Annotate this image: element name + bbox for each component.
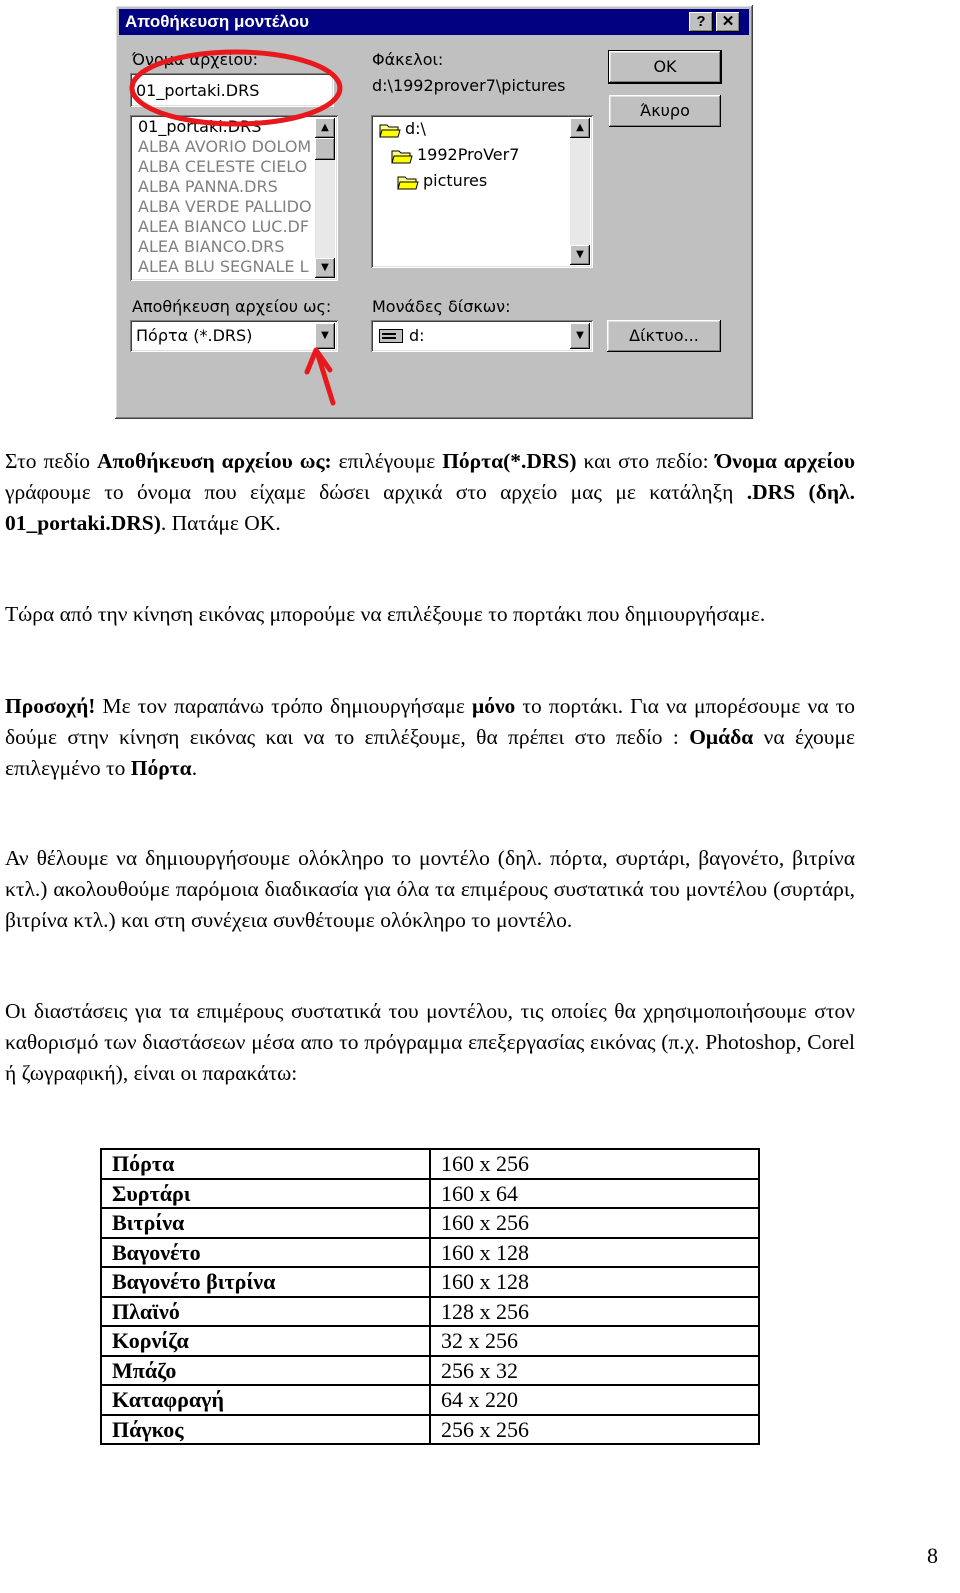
component-size: 256 x 32 xyxy=(430,1356,759,1386)
paragraph-5: Οι διαστάσεις για τα επιμέρους συστατικά του μοντέλου, τις οποίες θα χρησιμοποιήσουμε στον καθορισμό των διαστάσεων μέσα απο το πρόγραμμα επεξεργασίας εικόνας (π.χ. Photoshop, Corel ή ζωγραφική), είναι οι παρακάτω: xyxy=(5,999,855,1085)
page-number: 8 xyxy=(927,1543,938,1568)
bold-run: Πόρτα(*.DRS) xyxy=(442,449,577,473)
file-list-item[interactable]: ALEA BIANCO.DRS xyxy=(138,237,285,256)
component-name: Καταφραγή xyxy=(101,1385,430,1415)
file-list-item[interactable]: ALEA BIANCO LUC.DF xyxy=(138,217,310,236)
filename-value: 01_portaki.DRS xyxy=(136,81,260,100)
component-name: Βαγονέτο βιτρίνα xyxy=(101,1267,430,1297)
table-row xyxy=(101,1208,759,1238)
bold-run: Όνομα αρχείου xyxy=(715,449,855,473)
folders-label: Φάκελοι: xyxy=(372,50,444,69)
component-size: 128 x 256 xyxy=(430,1297,759,1327)
annotation-overlay xyxy=(0,0,960,420)
paragraph-3 xyxy=(5,691,855,784)
table-row xyxy=(101,1356,759,1386)
bold-run: Ομάδα xyxy=(689,725,754,749)
ok-button[interactable]: OK xyxy=(609,51,721,83)
folder-item-label: pictures xyxy=(423,171,488,190)
scroll-down-icon[interactable]: ▼ xyxy=(315,258,335,278)
component-name: Συρτάρι xyxy=(101,1179,430,1209)
component-size: 256 x 256 xyxy=(430,1415,759,1445)
scroll-down-icon[interactable]: ▼ xyxy=(570,245,590,265)
text-run: . Πατάμε ΟΚ. xyxy=(160,511,281,535)
component-name: Πόρτα xyxy=(101,1149,430,1179)
paragraph-2: Τώρα από την κίνηση εικόνας μπορούμε να επιλέξουμε το πορτάκι που δημιουργήσαμε. xyxy=(5,602,766,626)
drives-label: Μονάδες δίσκων: xyxy=(372,297,511,316)
close-button[interactable]: ✕ xyxy=(716,12,740,32)
bold-run: Αποθήκευση αρχείου ως: xyxy=(96,449,332,473)
dialog-title: Αποθήκευση μοντέλου xyxy=(125,12,309,31)
text-run: επιλέγουμε xyxy=(331,449,443,473)
text-run: και στο πεδίο: xyxy=(576,449,716,473)
component-name: Πάγκος xyxy=(101,1415,430,1445)
scroll-up-icon[interactable]: ▲ xyxy=(315,118,335,138)
network-button[interactable]: Δίκτυο... xyxy=(607,320,721,352)
scroll-up-icon[interactable]: ▲ xyxy=(570,118,590,138)
component-size: 160 x 128 xyxy=(430,1267,759,1297)
bold-run: Προσοχή! xyxy=(5,694,96,718)
folder-item-label: 1992ProVer7 xyxy=(417,145,520,164)
file-list-item[interactable]: ALBA PANNA.DRS xyxy=(138,177,278,196)
text-run: γράφουμε το όνομα που είχαμε δώσει αρχικά στο αρχείο μας με κατάληξη xyxy=(5,480,747,504)
component-size: 32 x 256 xyxy=(430,1326,759,1356)
table-row xyxy=(101,1149,759,1179)
folder-path: d:\1992prover7\pictures xyxy=(372,76,566,95)
filename-label: Όνομα αρχείου: xyxy=(132,50,258,69)
text-run: . xyxy=(191,756,198,780)
table-row xyxy=(101,1238,759,1268)
component-name: Βιτρίνα xyxy=(101,1208,430,1238)
bold-run: μόνο xyxy=(472,694,516,718)
bold-run: .DRS (δηλ. 01_portaki.DRS) xyxy=(5,480,855,535)
component-size: 160 x 256 xyxy=(430,1149,759,1179)
folder-item-label: d:\ xyxy=(405,119,426,138)
paragraph-4: Αν θέλουμε να δημιουργήσουμε ολόκληρο το μοντέλο (δηλ. πόρτα, συρτάρι, βαγονέτο, βιτρίνα κτλ.) ακολουθούμε παρόμοια διαδικασία για όλα τα επιμέρους συστατικά του μοντέλου (συρτάρι, βιτρίνα κτλ.) και στη συνέχεια συνθέτουμε ολόκληρο το μοντέλο. xyxy=(5,846,855,932)
bold-run: Πόρτα xyxy=(130,756,192,780)
table-row xyxy=(101,1267,759,1297)
help-button[interactable]: ? xyxy=(689,12,713,32)
text-run: Με τον παραπάνω τρόπο δημιουργήσαμε xyxy=(95,694,472,718)
drive-value: d: xyxy=(409,326,425,345)
file-list-item[interactable]: 01_portaki.DRS xyxy=(138,117,262,136)
component-size: 160 x 256 xyxy=(430,1208,759,1238)
file-list-item[interactable]: ALBA CELESTE CIELO xyxy=(138,157,308,176)
save-as-label: Αποθήκευση αρχείου ως: xyxy=(132,297,332,316)
text-run: να έχουμε επιλεγμένο το xyxy=(5,725,855,780)
dimensions-table xyxy=(100,1148,760,1445)
cancel-button[interactable]: Άκυρο xyxy=(609,95,721,127)
component-size: 160 x 64 xyxy=(430,1179,759,1209)
chevron-down-icon[interactable]: ▼ xyxy=(315,323,335,349)
table-row xyxy=(101,1179,759,1209)
component-name: Πλαϊνό xyxy=(101,1297,430,1327)
text-run: Στο πεδίο xyxy=(5,449,97,473)
file-list-item[interactable]: ALEA BLU SEGNALE L xyxy=(138,257,309,276)
table-row xyxy=(101,1385,759,1415)
table-row xyxy=(101,1415,759,1445)
file-list-item[interactable]: ALBA AVORIO DOLOM xyxy=(138,137,312,156)
text-run: το πορτάκι. Για να μπορέσουμε να το δούμε στην κίνηση εικόνας και να το επιλέξουμε, θα πρέπει στο πεδίο : xyxy=(5,694,855,749)
component-name: Κορνίζα xyxy=(101,1326,430,1356)
chevron-down-icon[interactable]: ▼ xyxy=(570,323,590,349)
component-name: Μπάζο xyxy=(101,1356,430,1386)
save-as-value: Πόρτα (*.DRS) xyxy=(136,326,253,345)
component-size: 160 x 128 xyxy=(430,1238,759,1268)
component-size: 64 x 220 xyxy=(430,1385,759,1415)
annotation-circle xyxy=(132,52,340,124)
paragraph-1 xyxy=(5,446,855,539)
table-row xyxy=(101,1326,759,1356)
file-list-item[interactable]: ALBA VERDE PALLIDO xyxy=(138,197,312,216)
table-row xyxy=(101,1297,759,1327)
component-name: Βαγονέτο xyxy=(101,1238,430,1268)
